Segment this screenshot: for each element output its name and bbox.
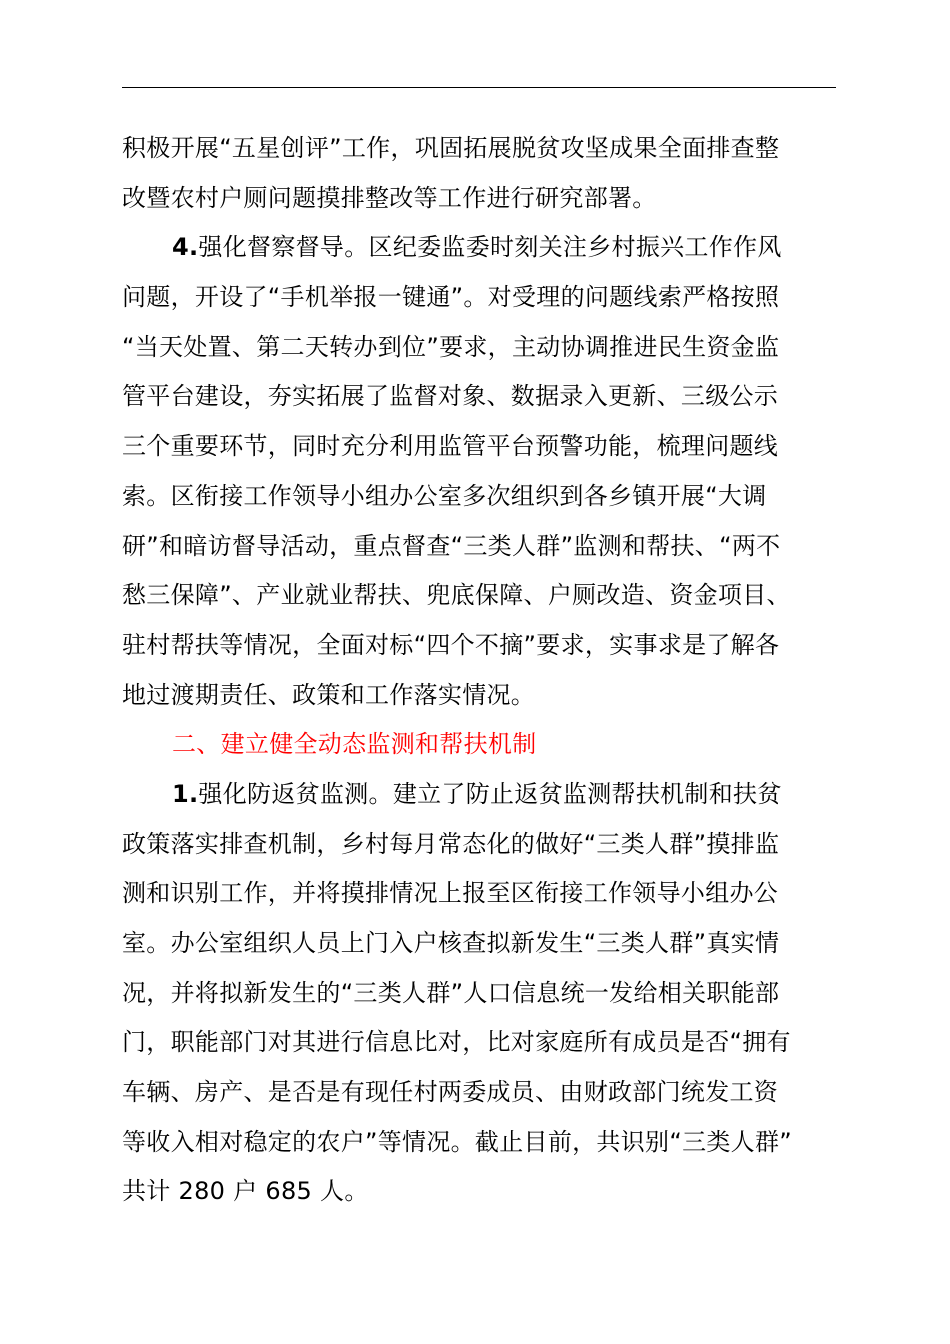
item-number: 4. [172,233,199,262]
text-line: 改暨农村户厕问题摸排整改等工作进行研究部署。 [122,183,657,212]
text-line: 政策落实排查机制，乡村每月常态化的做好“三类人群”摸排监 [122,829,780,858]
paragraph-1-lead: 强化防返贫监测。建立了防止返贫监测帮扶机制和扶贫 [198,779,782,808]
text-line: 况，并将拟新发生的“三类人群”人口信息统一发给相关职能部 [122,978,780,1007]
section-heading: 二、建立健全动态监测和帮扶机制 [172,730,537,759]
text-line: 管平台建设，夯实拓展了监督对象、数据录入更新、三级公示 [122,382,779,411]
text-line: 三个重要环节，同时充分利用监管平台预警功能，梳理问题线 [122,432,779,461]
text-line: “当天处置、第二天转办到位”要求，主动协调推进民生资金监 [122,332,780,361]
text-line: 门，职能部门对其进行信息比对，比对家庭所有成员是否“拥有 [122,1028,791,1057]
text-line: 测和识别工作，并将摸排情况上报至区衔接工作领导小组办公 [122,879,779,908]
item-number: 1. [172,779,199,808]
text-line: 愁三保障”、产业就业帮扶、兜底保障、户厕改造、资金项目、 [122,581,791,610]
text-line: 问题，开设了“手机举报一键通”。对受理的问题线索严格按照 [122,283,780,312]
text-line: 研”和暗访督导活动，重点督查“三类人群”监测和帮扶、“两不 [122,531,781,560]
paragraph-4-first-line [122,223,838,273]
text-line: 地过渡期责任、政策和工作落实情况。 [122,680,536,709]
paragraph-1-first-line [122,770,838,820]
text-line: 索。区衔接工作领导小组办公室多次组织到各乡镇开展“大调 [122,481,767,510]
text-line: 车辆、房产、是否是有现任村两委成员、由财政部门统发工资 [122,1078,779,1107]
paragraph-4-lead: 强化督察督导。区纪委监委时刻关注乡村振兴工作作风 [198,233,782,262]
text-line: 共计 280 户 685 人。 [122,1177,369,1206]
text-line: 积极开展“五星创评”工作，巩固拓展脱贫攻坚成果全面排查整 [122,134,780,162]
text-line: 室。办公室组织人员上门入户核查拟新发生“三类人群”真实情 [122,929,780,957]
text-line: 等收入相对稳定的农户”等情况。截止目前，共识别“三类人群” [122,1127,792,1156]
document-body [122,124,838,1217]
text-line: 驻村帮扶等情况，全面对标“四个不摘”要求，实事求是了解各 [122,630,780,659]
header-rule [122,87,836,88]
